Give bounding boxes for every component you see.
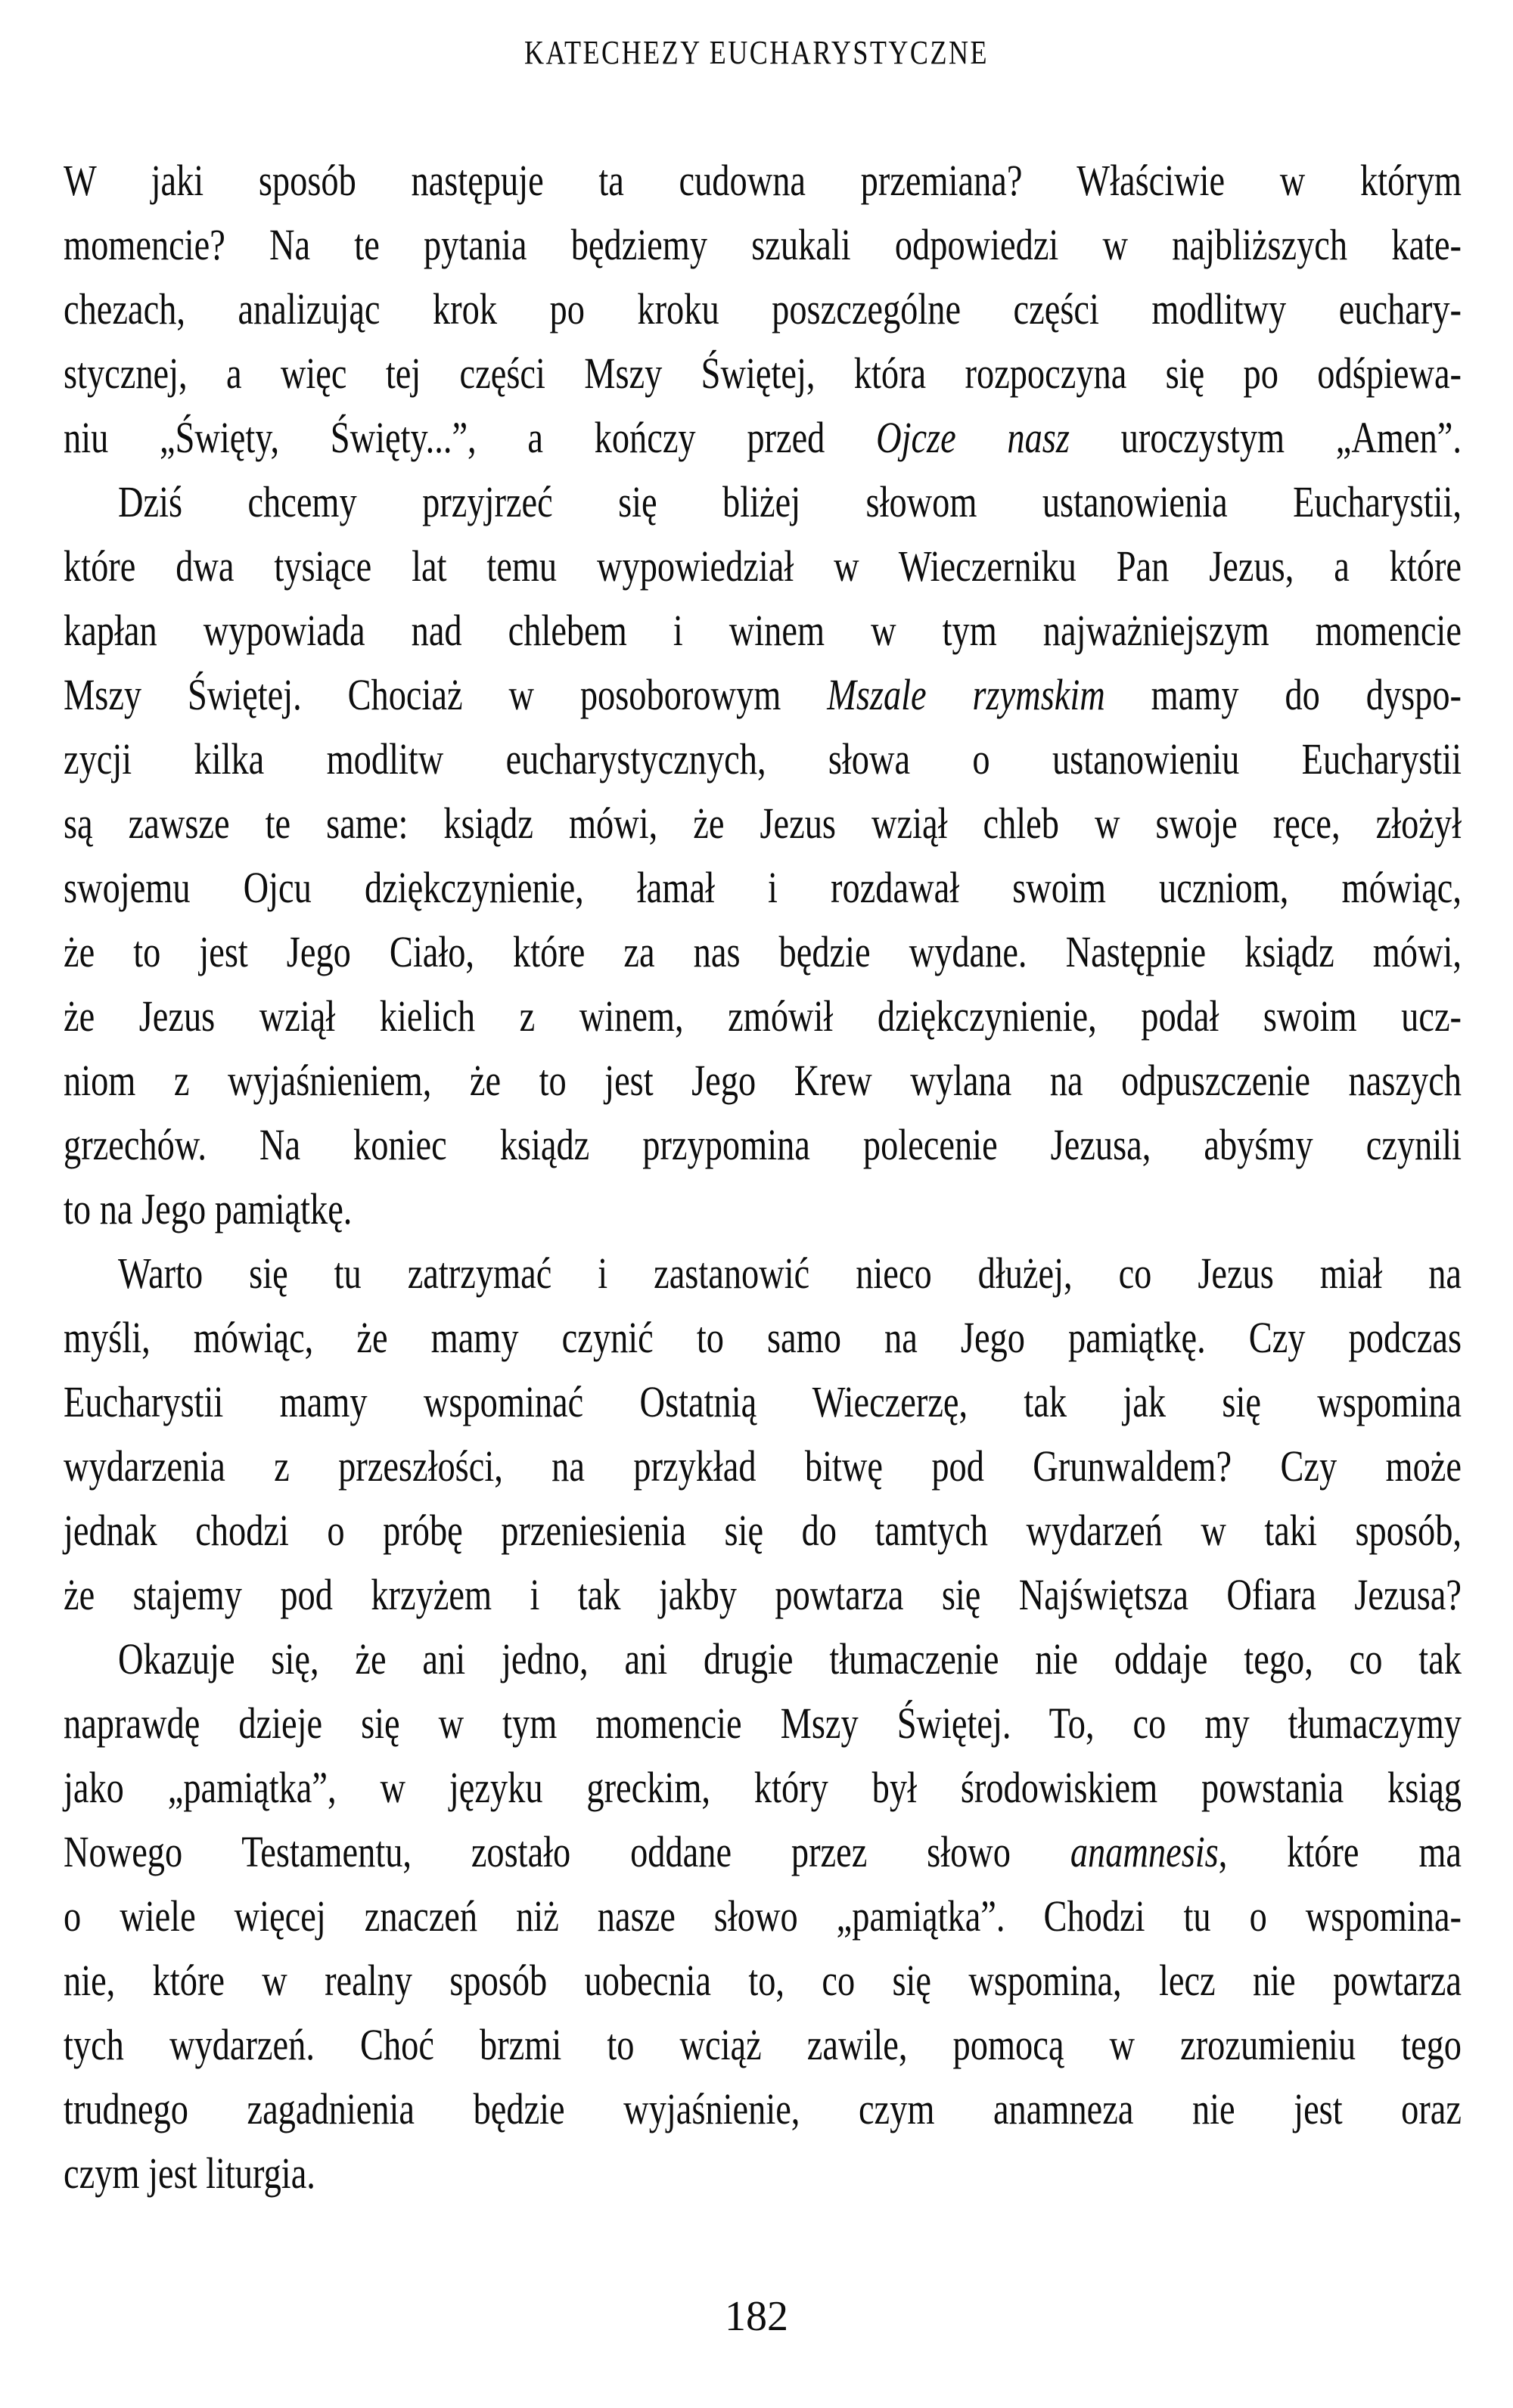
text-segment: że Jezus wziął kielich z winem, zmówił dziękczynienie, podał swoim ucz- [64, 991, 1462, 1041]
text-line [64, 213, 1462, 277]
text-segment: chezach, analizując krok po kroku poszczególne części modlitwy euchary- [64, 284, 1462, 334]
paragraph [64, 148, 1462, 470]
text-segment: grzechów. Na koniec ksiądz przypomina polecenie Jezusa, abyśmy czynili [64, 1120, 1462, 1169]
text-line [64, 1498, 1462, 1562]
text-segment: mamy do dyspo- [1104, 670, 1462, 719]
text-segment: momencie? Na te pytania będziemy szukali odpowiedzi w najbliższych kate- [64, 220, 1462, 269]
paragraph [64, 470, 1462, 1241]
text-line [64, 1112, 1462, 1177]
running-header: KATECHEZY EUCHARYSTYCZNE [524, 34, 989, 71]
text-segment: naprawdę dzieje się w tym momencie Mszy Świętej. To, co my tłumaczymy [64, 1699, 1462, 1748]
text-line [64, 1691, 1462, 1755]
text-line [64, 1048, 1462, 1112]
text-segment: stycznej, a więc tej części Mszy Świętej, która rozpoczyna się po odśpiewa- [64, 349, 1462, 398]
text-segment: Dziś chcemy przyjrzeć się bliżej słowom ustanowienia Eucharystii, [118, 477, 1462, 526]
text-segment: kapłan wypowiada nad chlebem i winem w tym najważniejszym momencie [64, 606, 1462, 655]
italic-text-segment: Mszale rzymskim [827, 670, 1105, 719]
text-line [64, 2077, 1462, 2141]
text-segment: niu „Święty, Święty...”, a kończy przed [64, 413, 877, 462]
text-segment: wydarzenia z przeszłości, na przykład bitwę pod Grunwaldem? Czy może [64, 1441, 1462, 1491]
text-line [64, 1884, 1462, 1948]
text-line [64, 791, 1462, 855]
text-line [64, 148, 1462, 213]
text-line [64, 1820, 1462, 1884]
text-line [64, 341, 1462, 405]
text-line [64, 727, 1462, 791]
text-segment: , które ma [1218, 1827, 1462, 1876]
paragraph [64, 1627, 1462, 2205]
text-segment: to na Jego pamiątkę. [64, 1184, 353, 1233]
text-line [64, 1948, 1462, 2012]
text-segment: myśli, mówiąc, że mamy czynić to samo na Jego pamiątkę. Czy podczas [64, 1313, 1462, 1362]
text-line [64, 598, 1462, 663]
text-segment: niom z wyjaśnieniem, że to jest Jego Krew wylana na odpuszczenie naszych [64, 1056, 1462, 1105]
text-line [64, 1755, 1462, 1820]
italic-text-segment: Ojcze nasz [876, 413, 1070, 462]
text-segment: jako „pamiątka”, w języku greckim, który był środowiskiem powstania ksiąg [64, 1763, 1462, 1812]
text-line [64, 1305, 1462, 1370]
text-segment: nie, które w realny sposób uobecnia to, co się wspomina, lecz nie powtarza [64, 1956, 1462, 2005]
text-segment: o wiele więcej znaczeń niż nasze słowo „pamiątka”. Chodzi tu o wspomina- [64, 1891, 1462, 1941]
text-segment: tych wydarzeń. Choć brzmi to wciąż zawile, pomocą w zrozumieniu tego [64, 2020, 1462, 2069]
text-segment: Mszy Świętej. Chociaż w posoborowym [64, 670, 828, 719]
text-line [64, 1434, 1462, 1498]
text-line [64, 277, 1462, 341]
text-line [64, 920, 1462, 984]
text-line [64, 470, 1462, 534]
text-segment: swojemu Ojcu dziękczynienie, łamał i rozdawał swoim uczniom, mówiąc, [64, 863, 1462, 912]
text-line [64, 1627, 1462, 1691]
text-segment: trudnego zagadnienia będzie wyjaśnienie, czym anamneza nie jest oraz [64, 2084, 1462, 2133]
text-segment: czym jest liturgia. [64, 2149, 315, 2198]
text-segment: W jaki sposób następuje ta cudowna przemiana? Właściwie w którym [64, 156, 1462, 205]
text-segment: że to jest Jego Ciało, które za nas będzie wydane. Następnie ksiądz mówi, [64, 927, 1462, 976]
text-segment: są zawsze te same: ksiądz mówi, że Jezus wziął chleb w swoje ręce, złożył [64, 799, 1462, 848]
text-line [64, 2012, 1462, 2077]
italic-text-segment: anamnesis [1070, 1827, 1219, 1876]
text-line [64, 534, 1462, 598]
text-line [64, 1562, 1462, 1627]
text-segment: Warto się tu zatrzymać i zastanowić nieco dłużej, co Jezus miał na [118, 1249, 1462, 1298]
paragraph [64, 1241, 1462, 1627]
page-number: 182 [725, 2293, 788, 2340]
text-line [64, 855, 1462, 920]
text-segment: jednak chodzi o próbę przeniesienia się do tamtych wydarzeń w taki sposób, [64, 1506, 1462, 1555]
text-line [64, 2141, 1462, 2205]
text-segment: Nowego Testamentu, zostało oddane przez słowo [64, 1827, 1070, 1876]
text-line [64, 1177, 1462, 1241]
text-line [64, 663, 1462, 727]
text-segment: Okazuje się, że ani jedno, ani drugie tłumaczenie nie oddaje tego, co tak [118, 1634, 1462, 1683]
text-line [64, 984, 1462, 1048]
text-segment: że stajemy pod krzyżem i tak jakby powtarza się Najświętsza Ofiara Jezusa? [64, 1570, 1462, 1619]
text-segment: Eucharystii mamy wspominać Ostatnią Wieczerzę, tak jak się wspomina [64, 1377, 1462, 1426]
text-segment: zycji kilka modlitw eucharystycznych, słowa o ustanowieniu Eucharystii [64, 734, 1462, 784]
text-line [64, 1370, 1462, 1434]
text-line [64, 405, 1462, 470]
text-segment: uroczystym „Amen”. [1069, 413, 1462, 462]
text-segment: które dwa tysiące lat temu wypowiedział w Wieczerniku Pan Jezus, a które [64, 541, 1462, 591]
body-text [64, 148, 1462, 2205]
text-line [64, 1241, 1462, 1305]
